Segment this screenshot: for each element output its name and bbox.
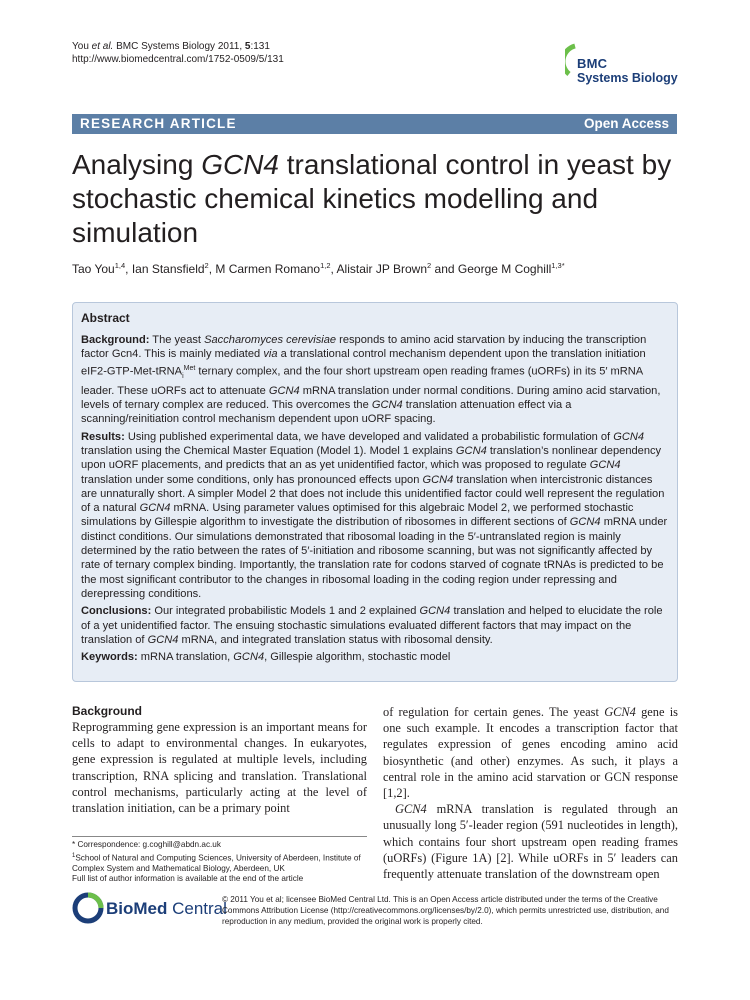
affiliation-text: School of Natural and Computing Sciences, University of Aberdeen, Institute of Complex System and Mathematical Biology, Aberdeen, UK	[72, 853, 361, 873]
gene-name: GCN4	[233, 651, 265, 664]
abstract-text: ternary complex, and the four short upstream open reading frames (uORFs) in its 5′ mRNA leader. These uORFs act to attenuate	[81, 365, 643, 397]
background-paragraph: Reprogramming gene expression is an important means for cells to adapt to environmental changes. In eukaryotes, gene expression is regulated at multiple levels, including transcription, RNA splicing and translation. Translational control mechanisms, particularly acting at the level of translation initiation, can be a primary point	[72, 720, 367, 816]
author: Alistair JP Brown	[336, 262, 428, 276]
trna-superscript: Met	[183, 364, 196, 372]
abstract-text: Using published experimental data, we have developed and validated a probabilistic formulation of	[124, 430, 614, 443]
trna-subscript: i	[182, 372, 184, 380]
body-text: mRNA translation is regulated through an unusually long 5′-leader region (591 nucleotides in length), which contains four short upstream open reading frames (uORFs) (Figure 1A) [2]. While uORFs in 5′ leaders can frequently attenuate translation of the downstream open	[383, 802, 678, 882]
citation-authors: You	[72, 41, 92, 52]
abstract-heading: Abstract	[81, 311, 130, 325]
abstract-results	[81, 430, 669, 602]
journal-logo-line2: Systems Biology	[577, 71, 678, 85]
abstract-text: translation using the Chemical Master Equation (Model 1). Model 1 explains	[81, 444, 456, 457]
gene-name: GCN4	[268, 384, 300, 397]
citation-line	[72, 40, 284, 53]
abstract-text: , Gillespie algorithm, stochastic model	[264, 651, 451, 664]
gene-name: GCN4	[371, 399, 403, 412]
abstract-text: mRNA. Using parameter values optimised for this algebraic Model 2, we performed stochastic simulations by Gillespie algorithm to investigate the distribution of ribosomes in different sections of	[81, 502, 634, 529]
species-name: Saccharomyces cerevisiae	[204, 334, 337, 346]
journal-logo-line1: BMC	[577, 56, 608, 71]
abstract-italic: via	[263, 348, 278, 361]
citation-journal: BMC Systems Biology 2011,	[113, 41, 245, 52]
gene-name: GCN4	[569, 516, 601, 529]
abstract-text: mRNA translation,	[137, 651, 234, 664]
citation-volume: 5	[244, 41, 251, 52]
title-gene: GCN4	[201, 149, 279, 180]
abstract-keywords	[81, 650, 669, 664]
title-part1: Analysing	[72, 149, 202, 180]
gene-name: GCN4	[613, 430, 645, 443]
article-type-banner	[72, 114, 677, 134]
article-title	[72, 148, 682, 250]
abstract-text: a translational control mechanism dependent upon the translation initiation eIF2-GTP-Met-tRNA	[81, 348, 646, 378]
abstract-text: translation under some conditions, only has pronounced effects upon	[81, 473, 423, 486]
body-text: gene is one such example. It encodes a transcription factor that regulates expression of genes encoding amino acid biosynthetic (and other) enzymes. As such, it plays a central role in the amino acid starvation or GCN response [1,2].	[383, 705, 679, 801]
abstract-box	[72, 302, 678, 682]
abstract-background-label: Background:	[81, 334, 150, 346]
correspondence-note[interactable]: * Correspondence: g.coghill@abdn.ac.uk	[72, 840, 221, 849]
gene-name: GCN4	[419, 605, 451, 618]
abstract-text: mRNA, and integrated translation status with ribosomal density.	[178, 633, 493, 646]
abstract-background	[81, 333, 669, 427]
wordmark-bold: BioMed	[106, 899, 168, 918]
author: M Carmen Romano	[215, 262, 321, 276]
author-separator: ,	[330, 262, 337, 276]
affiliation-note	[72, 851, 367, 875]
body-paragraph	[383, 801, 678, 882]
citation-etal: et al.	[91, 41, 114, 52]
author: Ian Stansfield	[131, 262, 205, 276]
background-heading: Background	[72, 704, 143, 718]
abstract-text: mRNA translation under normal conditions. During amino acid starvation, levels of ternary complex are reduced. This overcomes the	[81, 384, 661, 412]
author-list	[72, 258, 682, 277]
biomed-central-wordmark	[106, 899, 227, 919]
biomed-central-logo	[72, 892, 227, 926]
citation-header	[72, 40, 284, 66]
title-part2: translational control in yeast by stochastic chemical kinetics modelling and simulation	[72, 149, 672, 248]
body-column-left	[72, 704, 367, 816]
author: Tao You	[72, 262, 115, 276]
abstract-conclusions-label: Conclusions:	[81, 605, 152, 618]
full-list-note: Full list of author information is available at the end of the article	[72, 874, 304, 884]
gene-name: GCN4	[139, 502, 171, 515]
abstract-text: Our integrated probabilistic Models 1 and 2 explained	[151, 605, 420, 618]
author-affiliation: 2	[427, 261, 432, 270]
author-separator: ,	[125, 262, 132, 276]
abstract-keywords-label: Keywords:	[81, 651, 138, 664]
article-url[interactable]: http://www.biomedcentral.com/1752-0509/5/131	[72, 54, 284, 65]
author-affiliation: 2	[204, 261, 209, 270]
author-affiliation: 1,2	[320, 261, 331, 270]
author-affiliation: 1,3*	[551, 261, 565, 270]
gene-name: GCN4	[147, 633, 179, 646]
abstract-text: translation’s nonlinear dependency upon uORF placements, and predicts that an as yet unidentified factor, which was proposed to regulate	[81, 444, 662, 472]
abstract-text: translation when intercistronic distances are unnaturally short. A simpler Model 2 that does not include this unidentified factor could well represent the regulation of a natural	[81, 473, 665, 515]
gene-name: GCN4	[604, 705, 636, 719]
body-paragraph	[383, 704, 678, 801]
body-text: of regulation for certain genes. The yeast	[383, 705, 605, 719]
footnotes	[72, 836, 367, 885]
open-access-label: Open Access	[583, 116, 669, 131]
biomed-central-circle-icon	[72, 892, 104, 924]
gene-name: GCN4	[422, 473, 454, 486]
body-column-right	[383, 704, 678, 882]
abstract-text: responds to amino acid starvation by inducing the transcription factor Gcn4. This is mainly mediated	[81, 334, 647, 361]
abstract-text: mRNA under distinct conditions. Our simulations demonstrated that ribosomal loading in the 5′-untranslated region is mainly determined by the ratio between the rates of 5′-initiation and ribosome scanning, but was not significantly affected by rate of ternary complex binding. Importantly, the translation rate for codons starved of cognate tRNAs is predicted to be the most significant contributor to the changes in ribosomal loading in the coding region under repressing and derepressing conditions.	[81, 516, 668, 600]
gene-name: GCN4	[395, 802, 427, 817]
license-text: © 2011 You et al; licensee BioMed Central Ltd. This is an Open Access article distributed under the terms of the Creative Commons Attribution License (http://creativecommons.org/licenses/by/2.0), which permits unrestricted use, distribution, and reproduction in any medium, provided the original work is properly cited.	[222, 895, 669, 926]
author-separator: and	[431, 262, 458, 276]
journal-logo	[565, 42, 685, 102]
author-separator: ,	[208, 262, 216, 276]
wordmark-light: Central	[167, 899, 227, 918]
abstract-text: translation and helped to elucidate the role of a yet unidentified factor. The ensuing stochastic simulations evaluated different factors that may impact on the translation of	[81, 605, 663, 646]
abstract-text: translation attenuation effect via a scanning/reinitiation control mechanism dependent upon uORF spacing.	[81, 399, 572, 426]
gene-name: GCN4	[455, 444, 487, 457]
gene-name: GCN4	[589, 459, 621, 472]
abstract-text: The yeast	[149, 334, 205, 346]
abstract-results-label: Results:	[81, 430, 125, 443]
citation-issue: :131	[250, 41, 270, 52]
abstract-conclusions	[81, 604, 669, 647]
author: George M Coghill	[457, 262, 552, 276]
author-affiliation: 1,4	[114, 261, 126, 270]
affiliation-number: 1	[72, 852, 76, 859]
article-type: RESEARCH ARTICLE	[80, 116, 237, 131]
